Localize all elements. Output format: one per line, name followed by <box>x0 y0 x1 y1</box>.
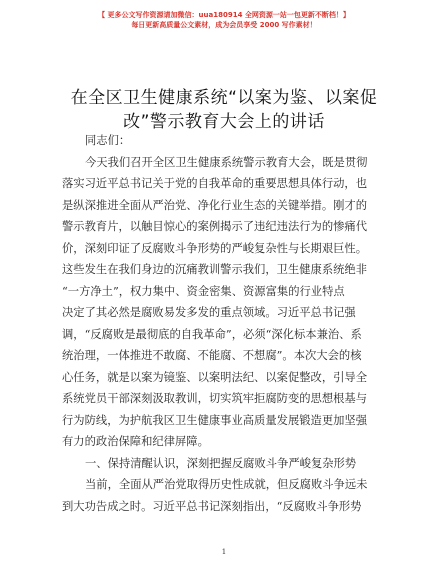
salutation: 同志们： <box>85 134 131 147</box>
section-heading: 一、保持清醒认识，深刻把握反腐败斗争严峻复杂形势 <box>85 456 357 470</box>
body-line: 决定了其必然是腐败易发多发的重点领域。习近平总书记强 <box>62 306 356 319</box>
body-line: 当前，全面从严治党取得历史性成就，但反腐败斗争远未 <box>85 478 368 491</box>
body-line: 这些发生在我们身边的沉痛教训警示我们，卫生健康系统绝非 <box>62 263 368 276</box>
body-line: 调，“反腐败是最彻底的自我革命”，必须“深化标本兼治、系 <box>62 327 362 341</box>
page-number: 1 <box>221 548 227 556</box>
body-line: 是纵深推进全面从严治党、净化行业生态的关键举措。刚才的 <box>62 198 368 212</box>
body-line: 价，深刻印证了反腐败斗争形势的严峻复杂性与长期艰巨性。 <box>62 241 368 255</box>
body-line: 今天我们召开全区卫生健康系统警示教育大会，既是贯彻 <box>85 155 368 169</box>
document-body <box>62 130 394 517</box>
body-line: 警示教育片，以触目惊心的案例揭示了违纪违法行为的惨痛代 <box>62 220 368 233</box>
body-line: 统治理，一体推进不敢腐、不能腐、不想腐”。本次大会的核 <box>62 349 362 362</box>
document-title <box>40 86 408 134</box>
body-line: 落实习近平总书记关于党的自我革命的重要思想具体行动，也 <box>62 177 368 190</box>
body-line: 有力的政治保障和纪律屏障。 <box>62 435 209 448</box>
promo-banner-line-2: 每日更新高质量公文素材，成为会员享受 2000 写作素材！ <box>131 21 317 29</box>
document-title-line-1: 在全区卫生健康系统“以案为鉴、以案促 <box>70 88 378 108</box>
body-line: 到大功告成之时。习近平总书记深刻指出，“反腐败斗争形势 <box>62 499 362 513</box>
body-line: 行为防线，为护航我区卫生健康事业高质量发展锻造更加坚强 <box>62 413 368 427</box>
promo-banner <box>0 10 448 30</box>
body-line: 系统党员干部深刻汲取教训，切实筑牢拒腐防变的思想根基与 <box>62 392 368 405</box>
body-line: “一方净土”，权力集中、资金密集、资源富集的行业特点 <box>62 284 345 298</box>
body-line: 心任务，就是以案为镜鉴、以案明法纪、以案促整改，引导全 <box>62 370 368 384</box>
promo-banner-line-1: 【 更多公文写作资源请加微信：uua180914 全网资源一站一包更新不断档！】 <box>98 11 350 19</box>
document-title-line-2: 改”警示教育大会上的讲话 <box>123 112 325 132</box>
